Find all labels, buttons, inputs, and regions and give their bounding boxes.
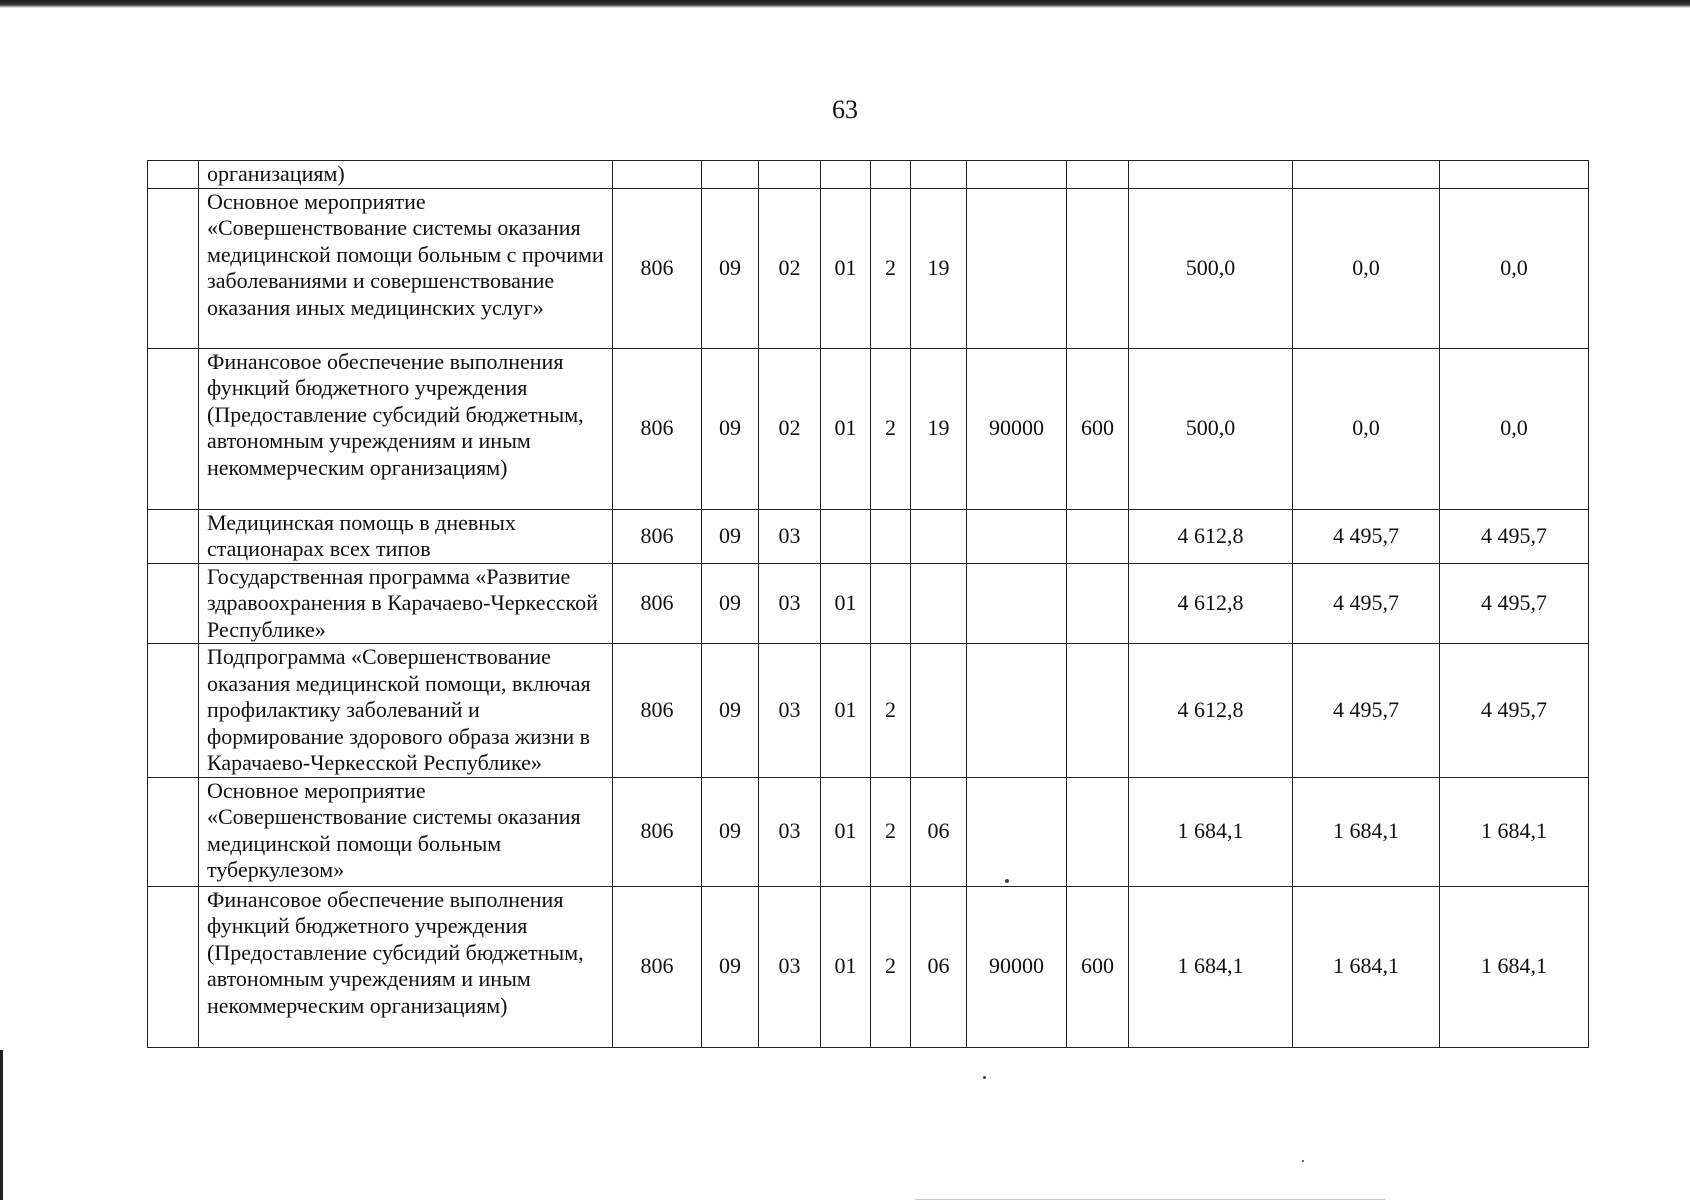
code-program-cell xyxy=(821,509,871,563)
code-subsection-cell: 03 xyxy=(759,644,821,778)
code-expense-type-cell xyxy=(1067,188,1129,348)
amount-year-2-cell: 4 495,7 xyxy=(1293,509,1440,563)
code-subprogram-cell: 2 xyxy=(871,644,911,778)
amount-year-3-cell: 0,0 xyxy=(1440,188,1589,348)
code-section-cell: 09 xyxy=(702,509,759,563)
amount-year-1-cell: 4 612,8 xyxy=(1129,644,1293,778)
code-subprogram-cell xyxy=(871,161,911,189)
code-event-cell: 19 xyxy=(911,188,967,348)
code-direction-cell xyxy=(967,188,1067,348)
table-row xyxy=(148,777,1589,886)
code-expense-type-cell: 600 xyxy=(1067,348,1129,509)
code-admin-cell xyxy=(613,161,702,189)
amount-year-3-cell: 1 684,1 xyxy=(1440,777,1589,886)
row-description: Финансовое обеспечение выполнения функций бюджетного учреждения (Предоставление субсидий бюджетным, автономным учреждениям и иным некоммерческим организациям) xyxy=(199,886,613,1047)
code-subprogram-cell: 2 xyxy=(871,777,911,886)
code-program-cell: 01 xyxy=(821,348,871,509)
row-number-cell xyxy=(148,777,199,886)
scan-top-edge xyxy=(0,0,1690,8)
row-description: организациям) xyxy=(199,161,613,189)
code-event-cell xyxy=(911,644,967,778)
code-section-cell: 09 xyxy=(702,563,759,644)
row-description: Подпрограмма «Совершенствование оказания медицинской помощи, включая профилактику заболеваний и формирование здорового образа жизни в Карачаево-Черкесской Республике» xyxy=(199,644,613,778)
scan-speck xyxy=(1005,879,1009,883)
code-section-cell: 09 xyxy=(702,188,759,348)
code-expense-type-cell xyxy=(1067,644,1129,778)
code-program-cell: 01 xyxy=(821,188,871,348)
row-description: Основное мероприятие «Совершенствование системы оказания медицинской помощи больным туберкулезом» xyxy=(199,777,613,886)
code-section-cell: 09 xyxy=(702,886,759,1047)
code-section-cell: 09 xyxy=(702,348,759,509)
row-description: Государственная программа «Развитие здравоохранения в Карачаево-Черкесской Республике» xyxy=(199,563,613,644)
code-subsection-cell: 03 xyxy=(759,509,821,563)
table-row xyxy=(148,161,1589,189)
code-section-cell xyxy=(702,161,759,189)
code-program-cell: 01 xyxy=(821,563,871,644)
code-subprogram-cell xyxy=(871,509,911,563)
table-body xyxy=(148,161,1589,1048)
code-subsection-cell: 02 xyxy=(759,348,821,509)
amount-year-1-cell: 500,0 xyxy=(1129,188,1293,348)
amount-year-2-cell: 0,0 xyxy=(1293,188,1440,348)
code-direction-cell: 90000 xyxy=(967,348,1067,509)
code-direction-cell xyxy=(967,509,1067,563)
code-event-cell: 06 xyxy=(911,777,967,886)
row-number-cell xyxy=(148,188,199,348)
table-row xyxy=(148,348,1589,509)
amount-year-2-cell: 1 684,1 xyxy=(1293,777,1440,886)
row-number-cell xyxy=(148,886,199,1047)
code-direction-cell xyxy=(967,777,1067,886)
row-number-cell xyxy=(148,563,199,644)
row-description: Медицинская помощь в дневных стационарах всех типов xyxy=(199,509,613,563)
code-admin-cell: 806 xyxy=(613,348,702,509)
row-description: Финансовое обеспечение выполнения функций бюджетного учреждения (Предоставление субсидий бюджетным, автономным учреждениям и иным некоммерческим организациям) xyxy=(199,348,613,509)
amount-year-1-cell: 4 612,8 xyxy=(1129,563,1293,644)
code-program-cell: 01 xyxy=(821,886,871,1047)
scan-speck xyxy=(1302,1160,1304,1162)
code-program-cell: 01 xyxy=(821,777,871,886)
code-admin-cell: 806 xyxy=(613,509,702,563)
code-subsection-cell: 03 xyxy=(759,886,821,1047)
code-event-cell xyxy=(911,161,967,189)
row-number-cell xyxy=(148,644,199,778)
amount-year-3-cell: 4 495,7 xyxy=(1440,509,1589,563)
code-event-cell: 06 xyxy=(911,886,967,1047)
code-subsection-cell: 03 xyxy=(759,777,821,886)
amount-year-1-cell: 1 684,1 xyxy=(1129,886,1293,1047)
table-row xyxy=(148,509,1589,563)
table-row xyxy=(148,886,1589,1047)
code-event-cell xyxy=(911,509,967,563)
code-subsection-cell: 02 xyxy=(759,188,821,348)
page-number: 63 xyxy=(832,95,858,124)
code-expense-type-cell xyxy=(1067,777,1129,886)
code-section-cell: 09 xyxy=(702,777,759,886)
code-admin-cell: 806 xyxy=(613,886,702,1047)
amount-year-2-cell: 0,0 xyxy=(1293,348,1440,509)
amount-year-1-cell: 1 684,1 xyxy=(1129,777,1293,886)
amount-year-1-cell: 500,0 xyxy=(1129,348,1293,509)
budget-table xyxy=(147,160,1589,1048)
amount-year-3-cell: 0,0 xyxy=(1440,348,1589,509)
table-row xyxy=(148,563,1589,644)
code-subprogram-cell: 2 xyxy=(871,348,911,509)
amount-year-2-cell xyxy=(1293,161,1440,189)
code-event-cell xyxy=(911,563,967,644)
code-subprogram-cell xyxy=(871,563,911,644)
code-program-cell xyxy=(821,161,871,189)
scan-left-edge xyxy=(0,1050,3,1200)
amount-year-3-cell xyxy=(1440,161,1589,189)
code-expense-type-cell: 600 xyxy=(1067,886,1129,1047)
table-row xyxy=(148,644,1589,778)
amount-year-2-cell: 4 495,7 xyxy=(1293,644,1440,778)
row-number-cell xyxy=(148,161,199,189)
code-expense-type-cell xyxy=(1067,563,1129,644)
code-subprogram-cell: 2 xyxy=(871,188,911,348)
amount-year-3-cell: 1 684,1 xyxy=(1440,886,1589,1047)
row-number-cell xyxy=(148,348,199,509)
code-admin-cell: 806 xyxy=(613,563,702,644)
amount-year-1-cell xyxy=(1129,161,1293,189)
code-expense-type-cell xyxy=(1067,161,1129,189)
amount-year-3-cell: 4 495,7 xyxy=(1440,563,1589,644)
table-row xyxy=(148,188,1589,348)
code-subprogram-cell: 2 xyxy=(871,886,911,1047)
code-admin-cell: 806 xyxy=(613,644,702,778)
amount-year-2-cell: 4 495,7 xyxy=(1293,563,1440,644)
amount-year-2-cell: 1 684,1 xyxy=(1293,886,1440,1047)
code-subsection-cell: 03 xyxy=(759,563,821,644)
code-subsection-cell xyxy=(759,161,821,189)
code-direction-cell xyxy=(967,563,1067,644)
row-number-cell xyxy=(148,509,199,563)
code-section-cell: 09 xyxy=(702,644,759,778)
scan-speck xyxy=(983,1076,986,1079)
code-direction-cell xyxy=(967,644,1067,778)
amount-year-3-cell: 4 495,7 xyxy=(1440,644,1589,778)
row-description: Основное мероприятие «Совершенствование системы оказания медицинской помощи больным с прочими заболеваниями и совершенствование оказания иных медицинских услуг» xyxy=(199,188,613,348)
code-direction-cell xyxy=(967,161,1067,189)
code-program-cell: 01 xyxy=(821,644,871,778)
amount-year-1-cell: 4 612,8 xyxy=(1129,509,1293,563)
code-admin-cell: 806 xyxy=(613,777,702,886)
code-expense-type-cell xyxy=(1067,509,1129,563)
code-direction-cell: 90000 xyxy=(967,886,1067,1047)
code-admin-cell: 806 xyxy=(613,188,702,348)
code-event-cell: 19 xyxy=(911,348,967,509)
